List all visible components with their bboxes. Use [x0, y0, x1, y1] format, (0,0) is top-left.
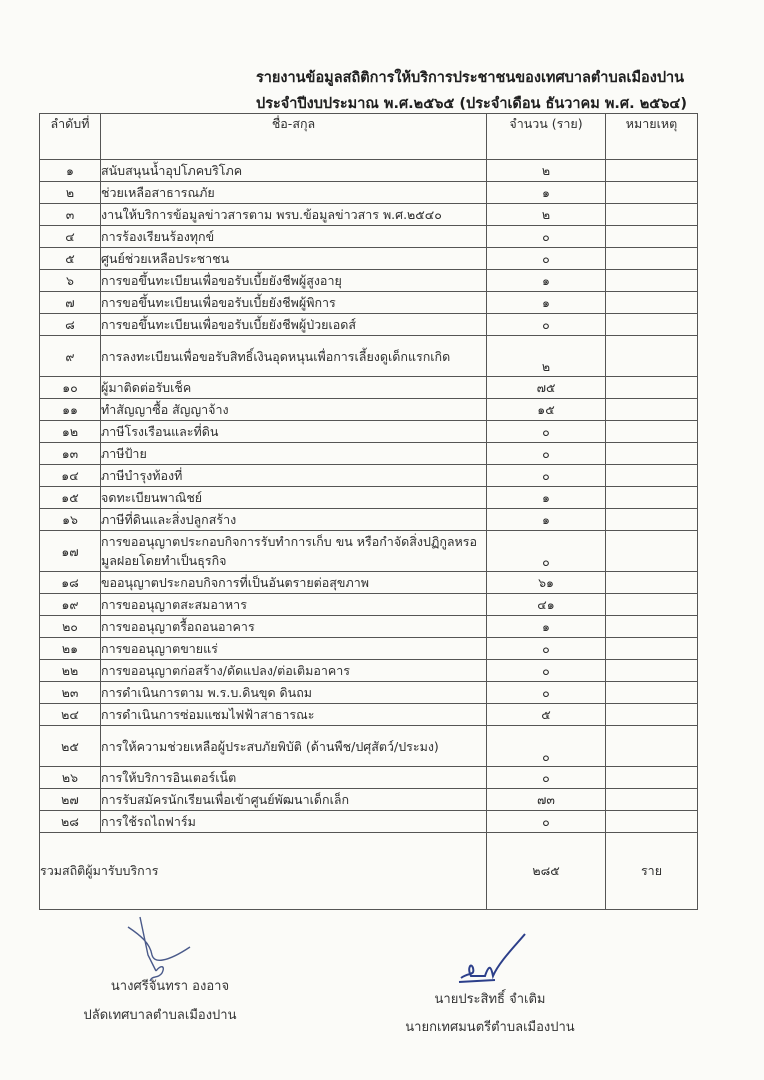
row-remark [606, 314, 698, 336]
row-name: ภาษีโรงเรือนและที่ดิน [101, 421, 487, 443]
row-name: ขออนุญาตประกอบกิจการที่เป็นอันตรายต่อสุขภาพ [101, 572, 487, 594]
table-row [40, 248, 698, 270]
row-no: ๘ [40, 314, 101, 336]
row-count: ๐ [487, 248, 606, 270]
row-count: ๐ [487, 226, 606, 248]
table-row [40, 594, 698, 616]
row-no: ๒๐ [40, 616, 101, 638]
row-no: ๒๘ [40, 811, 101, 833]
row-remark [606, 182, 698, 204]
table-row [40, 704, 698, 726]
row-no: ๒๑ [40, 638, 101, 660]
row-count: ๑ [487, 182, 606, 204]
table-row [40, 616, 698, 638]
row-remark [606, 767, 698, 789]
row-name: การให้บริการอินเตอร์เน็ต [101, 767, 487, 789]
table-row [40, 682, 698, 704]
row-count: ๑ [487, 292, 606, 314]
row-name: การขออนุญาตรื้อถอนอาคาร [101, 616, 487, 638]
row-name: การขออนุญาตประกอบกิจการรับทำการเก็บ ขน หรือกำจัดสิ่งปฏิกูลหรอมูลฝอยโดยทำเป็นธุรกิจ [101, 531, 487, 572]
row-count: ๑ [487, 270, 606, 292]
row-name: การขอขึ้นทะเบียนเพื่อขอรับเบี้ยยังชีพผู้ป่วยเอดส์ [101, 314, 487, 336]
row-name: การรับสมัครนักเรียนเพื่อเข้าศูนย์พัฒนาเด็กเล็ก [101, 789, 487, 811]
row-no: ๒๓ [40, 682, 101, 704]
row-name: การขอขึ้นทะเบียนเพื่อขอรับเบี้ยยังชีพผู้พิการ [101, 292, 487, 314]
table-row [40, 789, 698, 811]
row-no: ๑๖ [40, 509, 101, 531]
table-row [40, 443, 698, 465]
row-remark [606, 465, 698, 487]
row-count: ๐ [487, 638, 606, 660]
row-count: ๐ [487, 767, 606, 789]
total-label: รวมสถิติผู้มารับบริการ [40, 833, 487, 910]
row-remark [606, 509, 698, 531]
signer-2-name: นายประสิทธิ์ จำเติม [434, 992, 546, 1007]
row-remark [606, 399, 698, 421]
table-row [40, 660, 698, 682]
row-remark [606, 660, 698, 682]
row-remark [606, 726, 698, 767]
row-remark [606, 443, 698, 465]
row-count: ๐ [487, 682, 606, 704]
row-name: การขออนุญาตสะสมอาหาร [101, 594, 487, 616]
row-remark [606, 572, 698, 594]
header-no: ลำดับที่ [40, 114, 101, 160]
header-count: จำนวน (ราย) [487, 114, 606, 160]
row-no: ๑ [40, 160, 101, 182]
row-count: ๗๕ [487, 377, 606, 399]
table-row [40, 336, 698, 377]
row-remark [606, 704, 698, 726]
row-count: ๑๕ [487, 399, 606, 421]
signature-2-icon [455, 932, 535, 988]
row-no: ๑๔ [40, 465, 101, 487]
row-count: ๐ [487, 443, 606, 465]
row-remark [606, 811, 698, 833]
row-remark [606, 421, 698, 443]
table-row [40, 421, 698, 443]
row-count: ๒ [487, 336, 606, 377]
report-title: รายงานข้อมูลสถิติการให้บริการประชาชนของเทศบาลตำบลเมืองปาน [256, 70, 685, 86]
row-name: ภาษีที่ดินและสิ่งปลูกสร้าง [101, 509, 487, 531]
table-row [40, 182, 698, 204]
statistics-table [39, 113, 698, 910]
header-remark: หมายเหตุ [606, 114, 698, 160]
table-row [40, 767, 698, 789]
row-name: ภาษีบำรุงท้องที่ [101, 465, 487, 487]
row-name: การขอขึ้นทะเบียนเพื่อขอรับเบี้ยยังชีพผู้สูงอายุ [101, 270, 487, 292]
header-name: ชื่อ-สกุล [101, 114, 487, 160]
row-remark [606, 226, 698, 248]
row-count: ๒ [487, 204, 606, 226]
row-name: งานให้บริการข้อมูลข่าวสารตาม พรบ.ข้อมูลข่าวสาร พ.ศ.๒๕๔๐ [101, 204, 487, 226]
table-row [40, 487, 698, 509]
row-no: ๔ [40, 226, 101, 248]
row-count: ๐ [487, 314, 606, 336]
row-name: การให้ความช่วยเหลือผู้ประสบภัยพิบัติ (ด้านพืช/ปศุสัตว์/ประมง) [101, 726, 487, 767]
row-no: ๑๓ [40, 443, 101, 465]
table-row [40, 399, 698, 421]
row-count: ๕ [487, 704, 606, 726]
row-remark [606, 487, 698, 509]
row-count: ๐ [487, 811, 606, 833]
table-row [40, 572, 698, 594]
table-row [40, 638, 698, 660]
row-count: ๑ [487, 487, 606, 509]
row-no: ๒๔ [40, 704, 101, 726]
table-row [40, 314, 698, 336]
table-row [40, 160, 698, 182]
row-remark [606, 336, 698, 377]
row-remark [606, 638, 698, 660]
row-name: การดำเนินการตาม พ.ร.บ.ดินขุด ดินถม [101, 682, 487, 704]
row-no: ๑๙ [40, 594, 101, 616]
table-row [40, 465, 698, 487]
row-no: ๑๒ [40, 421, 101, 443]
row-no: ๑๑ [40, 399, 101, 421]
row-name: จดทะเบียนพาณิชย์ [101, 487, 487, 509]
row-name: การลงทะเบียนเพื่อขอรับสิทธิ์เงินอุดหนุนเพื่อการเลี้ยงดูเด็กแรกเกิด [101, 336, 487, 377]
signer-1-name: นางศรีจันทรา องอาจ [110, 979, 230, 994]
row-no: ๑๕ [40, 487, 101, 509]
row-no: ๑๘ [40, 572, 101, 594]
row-remark [606, 270, 698, 292]
row-remark [606, 204, 698, 226]
table-row [40, 226, 698, 248]
table-row [40, 292, 698, 314]
row-no: ๑๐ [40, 377, 101, 399]
table-row [40, 377, 698, 399]
row-count: ๗๓ [487, 789, 606, 811]
row-remark [606, 531, 698, 572]
row-name: ภาษีป้าย [101, 443, 487, 465]
table-row [40, 204, 698, 226]
row-name: การร้องเรียนร้องทุกข์ [101, 226, 487, 248]
table-row [40, 531, 698, 572]
table-row [40, 270, 698, 292]
row-count: ๑ [487, 509, 606, 531]
row-remark [606, 292, 698, 314]
row-remark [606, 789, 698, 811]
row-no: ๑๗ [40, 531, 101, 572]
row-remark [606, 248, 698, 270]
row-no: ๒๕ [40, 726, 101, 767]
row-count: ๑ [487, 616, 606, 638]
total-count: ๒๘๕ [487, 833, 606, 910]
row-count: ๒ [487, 160, 606, 182]
row-no: ๖ [40, 270, 101, 292]
row-name: ศูนย์ช่วยเหลือประชาชน [101, 248, 487, 270]
row-count: ๔๑ [487, 594, 606, 616]
row-no: ๒๖ [40, 767, 101, 789]
table-row [40, 509, 698, 531]
total-row [40, 833, 698, 910]
row-remark [606, 616, 698, 638]
signer-1-position: ปลัดเทศบาลตำบลเมืองปาน [83, 1008, 237, 1023]
row-name: การขออนุญาตก่อสร้าง/ดัดแปลง/ต่อเติมอาคาร [101, 660, 487, 682]
row-no: ๒๗ [40, 789, 101, 811]
row-no: ๓ [40, 204, 101, 226]
row-no: ๙ [40, 336, 101, 377]
report-subtitle: ประจำปีงบประมาณ พ.ศ.๒๕๖๕ (ประจำเดือน ธันวาคม พ.ศ. ๒๕๖๔) [256, 96, 688, 112]
row-remark [606, 377, 698, 399]
row-name: ช่วยเหลือสาธารณภัย [101, 182, 487, 204]
total-unit: ราย [606, 833, 698, 910]
row-no: ๗ [40, 292, 101, 314]
row-count: ๐ [487, 465, 606, 487]
row-name: สนับสนุนน้ำอุปโภคบริโภค [101, 160, 487, 182]
row-count: ๐ [487, 421, 606, 443]
row-no: ๒ [40, 182, 101, 204]
row-count: ๐ [487, 660, 606, 682]
signer-2-position: นายกเทศมนตรีตำบลเมืองปาน [405, 1020, 575, 1035]
row-remark [606, 594, 698, 616]
row-no: ๕ [40, 248, 101, 270]
row-name: ทำสัญญาซื้อ สัญญาจ้าง [101, 399, 487, 421]
row-remark [606, 682, 698, 704]
row-name: การดำเนินการซ่อมแซมไฟฟ้าสาธารณะ [101, 704, 487, 726]
row-name: การใช้รถไถฟาร์ม [101, 811, 487, 833]
row-remark [606, 160, 698, 182]
row-count: ๐ [487, 531, 606, 572]
row-no: ๒๒ [40, 660, 101, 682]
table-header-row [40, 114, 698, 160]
row-name: ผู้มาติดต่อรับเช็ค [101, 377, 487, 399]
table-body [40, 160, 698, 910]
table-row [40, 726, 698, 767]
row-count: ๖๑ [487, 572, 606, 594]
row-name: การขออนุญาตขายแร่ [101, 638, 487, 660]
row-count: ๐ [487, 726, 606, 767]
table-row [40, 811, 698, 833]
